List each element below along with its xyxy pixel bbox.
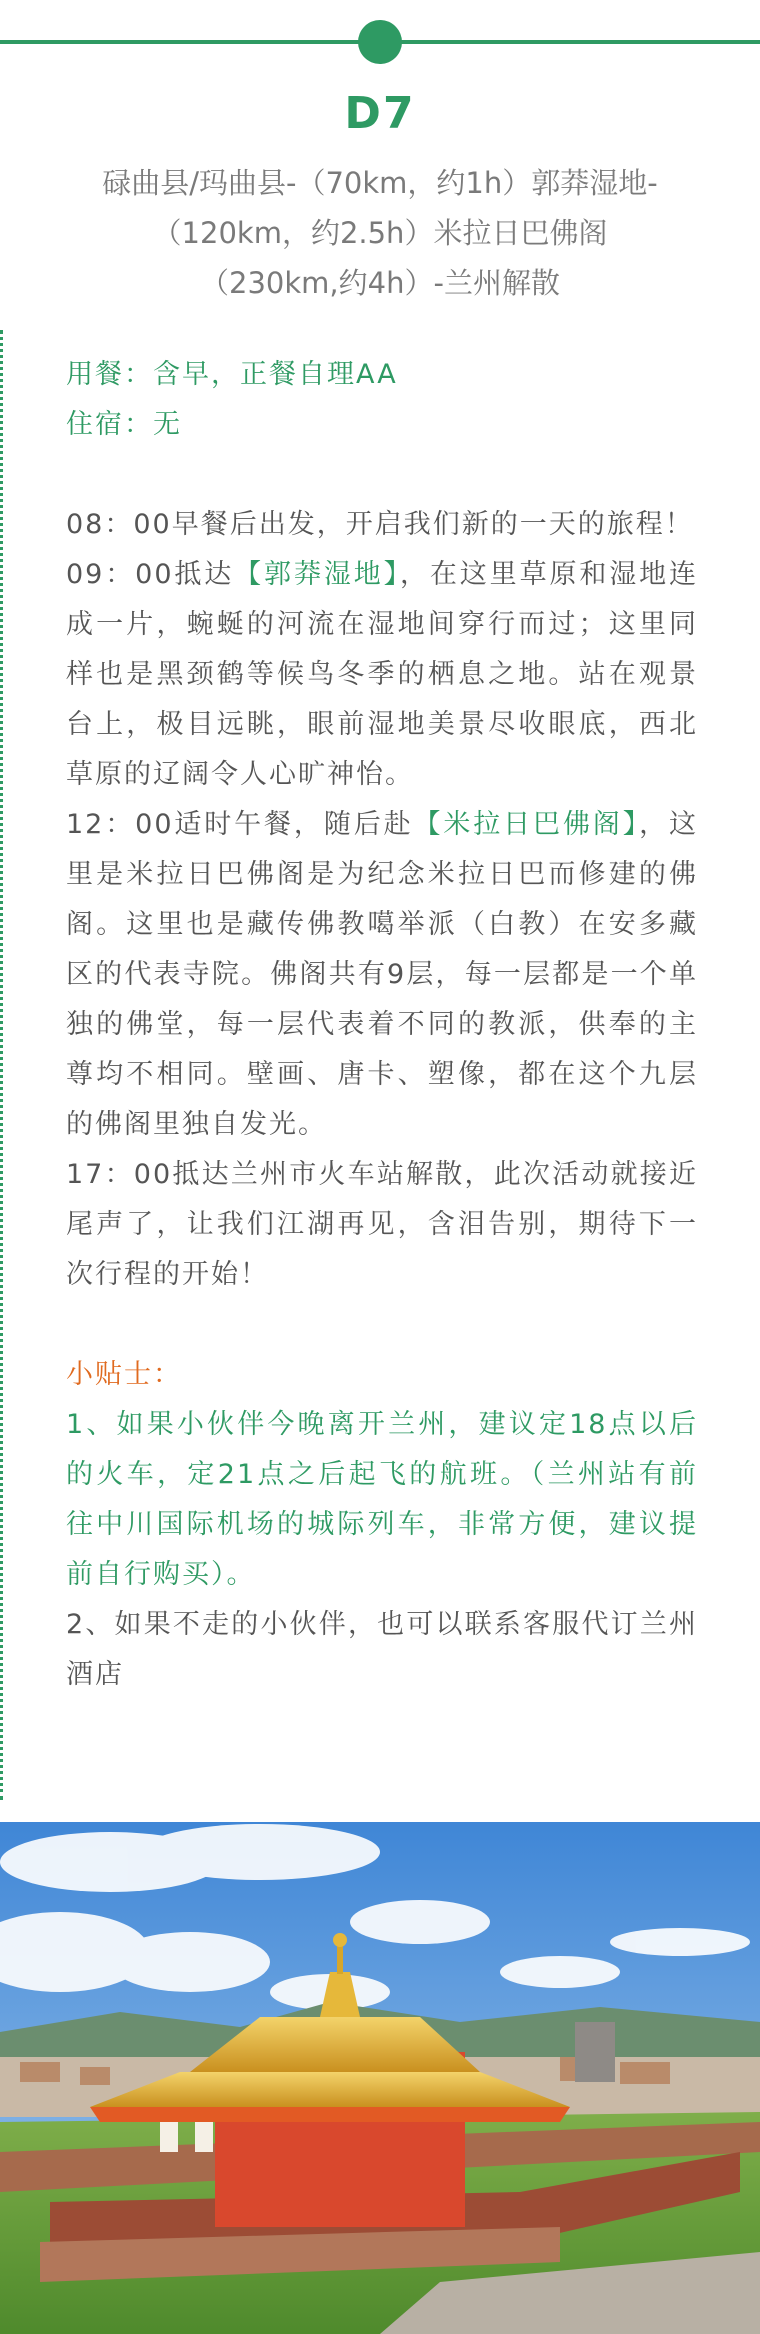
schedule-1700: 17：00抵达兰州市火车站解散，此次活动就接近尾声了，让我们江湖再见，含泪告别，期待下一次行程的开始！ [66,1159,698,1290]
itinerary-content [66,350,698,1700]
route-summary [40,158,720,308]
tip-1: 1、如果小伙伴今晚离开兰州，建议定18点以后的火车，定21点之后起飞的航班。（兰州站有前往中川国际机场的城际列车，非常方便，建议提前自行购买）。 [66,1409,698,1590]
day-title: D7 [344,88,416,139]
spacer [66,450,698,500]
section-dotted-border [0,330,3,1800]
temple-photo [0,1822,760,2334]
route-line: 碌曲县/玛曲县-（70km，约1h）郭莽湿地- [102,166,658,200]
schedule-1200 [66,800,698,1150]
temple-photo-illustration [0,1822,760,2334]
schedule-text: ，在这里草原和湿地连成一片，蜿蜒的河流在湿地间穿行而过；这里同样也是黑颈鹤等候鸟冬季的栖息之地。站在观景台上，极目远眺，眼前湿地美景尽收眼底，西北草原的辽阔令人心旷神怡。 [66,559,699,790]
header-divider-dot [358,20,402,64]
time-text: 12：00适时午餐，随后赴 [66,809,414,840]
schedule-0900 [66,550,698,800]
highlight-wetland: 【郭莽湿地】 [234,559,401,590]
time-text: 09：00抵达 [66,559,235,590]
lodging-info: 住宿：无 [66,409,182,440]
route-line: （230km,约4h）-兰州解散 [200,266,560,300]
schedule-0800: 08：00早餐后出发，开启我们新的一天的旅程！ [66,509,694,540]
tip-2: 2、如果不走的小伙伴，也可以联系客服代订兰州酒店 [66,1609,698,1690]
spacer [66,1300,698,1350]
tips-title: 小贴士： [66,1359,182,1390]
meals-info: 用餐：含早，正餐自理AA [66,359,398,390]
route-line: （120km，约2.5h）米拉日巴佛阁 [152,216,608,250]
schedule-text: ，这里是米拉日巴佛阁是为纪念米拉日巴而修建的佛阁。这里也是藏传佛教噶举派（白教）在安多藏区的代表寺院。佛阁共有9层，每一层都是一个单独的佛堂，每一层代表着不同的教派，供奉的主尊均不相同。壁画、唐卡、塑像，都在这个九层的佛阁里独自发光。 [66,809,699,1140]
highlight-pavilion: 【米拉日巴佛阁】 [413,809,640,840]
